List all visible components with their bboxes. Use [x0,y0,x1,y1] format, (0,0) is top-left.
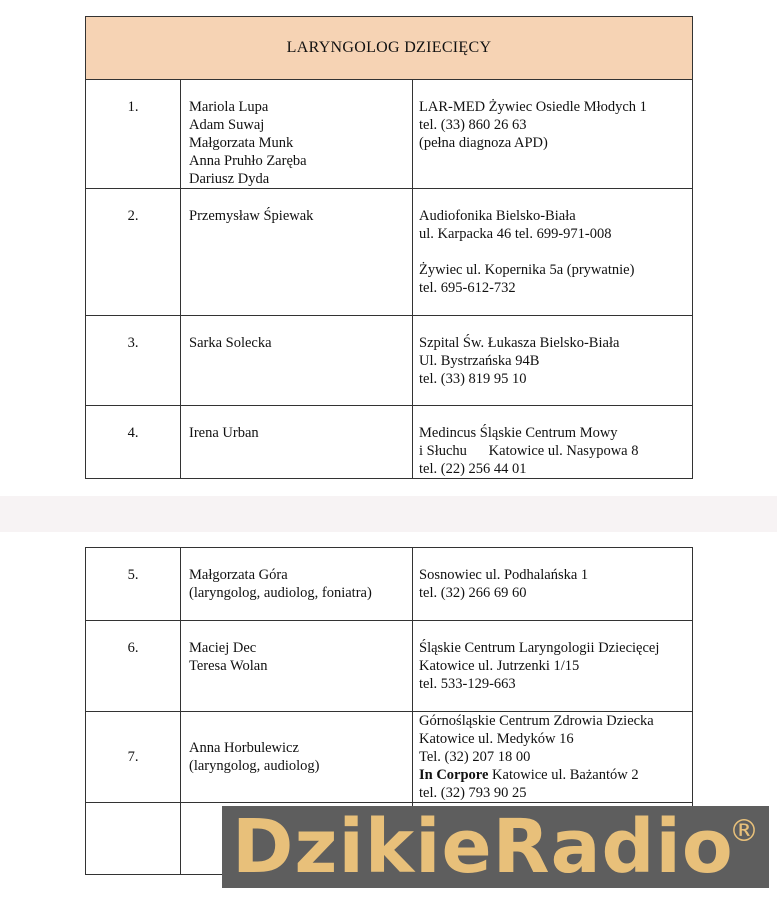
table-row [86,189,693,316]
doctor-names: Mariola Lupa Adam Suwaj Małgorzata Munk Anna Pruhło Zaręba Dariusz Dyda [181,80,413,189]
row-number: 7. [86,712,181,803]
table-row [86,316,693,406]
doctor-names: Anna Horbulewicz (laryngolog, audiolog) [181,712,413,803]
table-row [86,406,693,479]
clinic-address: Górnośląskie Centrum Zdrowia Dziecka Katowice ul. Medyków 16 Tel. (32) 207 18 00 In Corpore Katowice ul. Bażantów 2 tel. (32) 793 90 25 [413,712,693,803]
watermark-logo [222,806,769,888]
table-row [86,712,693,803]
clinic-address: Sosnowiec ul. Podhalańska 1 tel. (32) 266 69 60 [413,548,693,621]
row-number: 4. [86,406,181,479]
doctor-names: Przemysław Śpiewak [181,189,413,316]
table-title: LARYNGOLOG DZIECIĘCY [286,39,492,56]
row-number: 2. [86,189,181,316]
clinic-address: Audiofonika Bielsko-Biała ul. Karpacka 46 tel. 699-971-008 Żywiec ul. Kopernika 5a (prywatnie) tel. 695-612-732 [413,189,693,316]
clinic-name-bold: In Corpore [419,767,489,783]
doctor-names: Sarka Solecka [181,316,413,406]
row-number [86,803,181,875]
doctors-table-1 [85,16,693,479]
clinic-address: Medincus Śląskie Centrum Mowy i Słuchu Katowice ul. Nasypowa 8 tel. (22) 256 44 01 [413,406,693,479]
table-row [86,80,693,189]
doctor-names: Małgorzata Góra (laryngolog, audiolog, foniatra) [181,548,413,621]
doctor-names: Maciej Dec Teresa Wolan [181,621,413,712]
clinic-address: LAR-MED Żywiec Osiedle Młodych 1 tel. (33) 860 26 63 (pełna diagnoza APD) [413,80,693,189]
watermark-text: DzikieRadio [232,804,734,890]
row-number: 6. [86,621,181,712]
doctor-names: Irena Urban [181,406,413,479]
page-gap [0,496,777,532]
clinic-address: Śląskie Centrum Laryngologii Dziecięcej Katowice ul. Jutrzenki 1/15 tel. 533-129-663 [413,621,693,712]
table-row [86,548,693,621]
table-header [86,17,693,80]
registered-mark: ® [729,814,759,849]
table-row [86,621,693,712]
row-number: 3. [86,316,181,406]
row-number: 5. [86,548,181,621]
clinic-address: Szpital Św. Łukasza Bielsko-Biała Ul. Bystrzańska 94B tel. (33) 819 95 10 [413,316,693,406]
row-number: 1. [86,80,181,189]
